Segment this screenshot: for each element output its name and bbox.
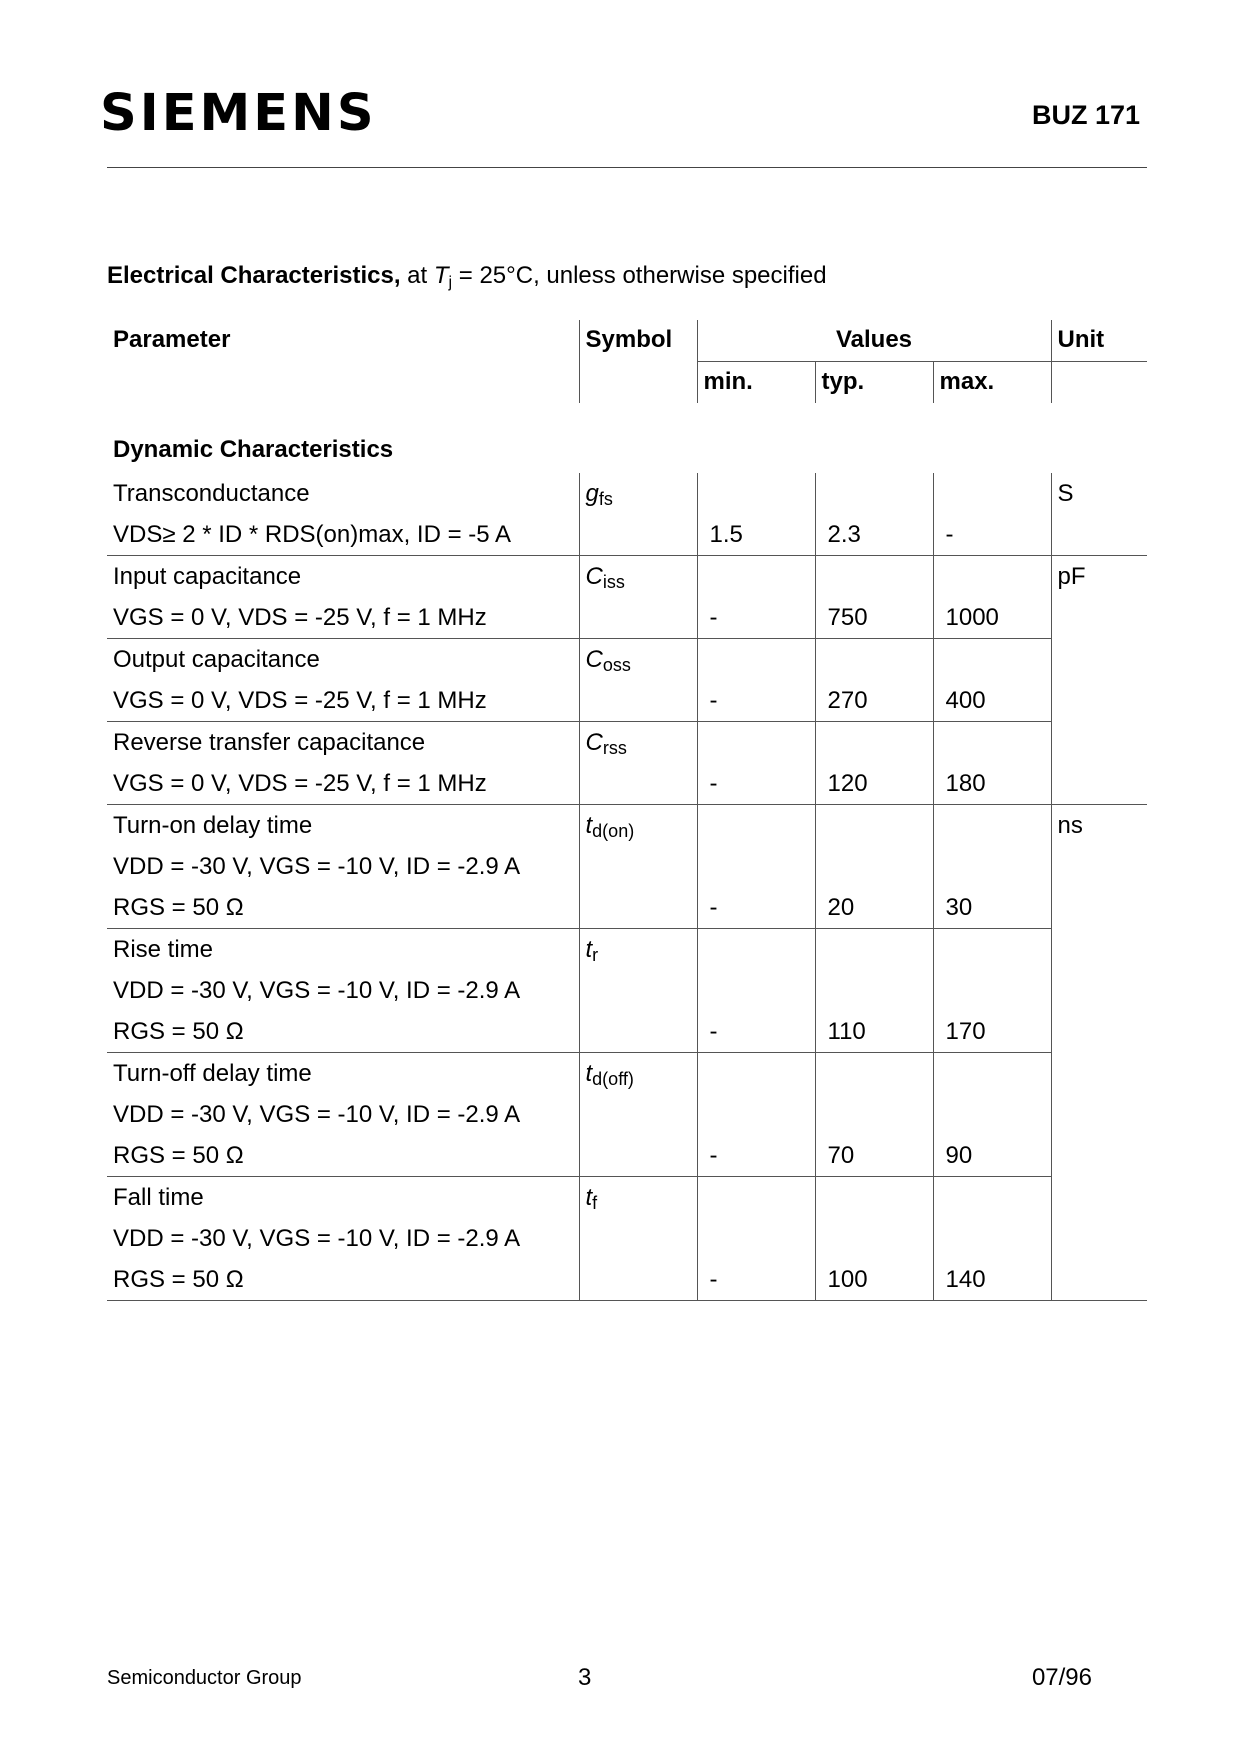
- header-unit: Unit: [1051, 320, 1147, 362]
- footer-date: 07/96: [1031, 1664, 1092, 1691]
- table-row: [107, 970, 1147, 1011]
- condition-text: RGS = 50 Ω: [113, 1266, 244, 1293]
- parameter-condition: [107, 680, 579, 722]
- heading-var: T: [433, 262, 449, 289]
- condition-text: RGS = 50 Ω: [113, 1142, 244, 1169]
- table-row: [107, 556, 1147, 598]
- value-typ: 270: [815, 680, 933, 722]
- value-min: -: [697, 1259, 815, 1301]
- parameter-symbol: [579, 1053, 697, 1095]
- value-max: 30: [933, 887, 1051, 929]
- parameter-condition-2: [107, 1135, 579, 1177]
- parameter-symbol: [579, 473, 697, 514]
- condition-text: VGS = 0 V, VDS = -25 V, f = 1 MHz: [113, 604, 487, 631]
- table-body: [107, 473, 1147, 1301]
- parameter-condition: [107, 763, 579, 805]
- value-min: -: [697, 680, 815, 722]
- parameter-condition: [107, 846, 579, 887]
- header-min: min.: [697, 362, 815, 404]
- symbol-subscript: rss: [602, 738, 627, 758]
- section-heading: [107, 260, 827, 292]
- table-row: [107, 846, 1147, 887]
- value-max: 90: [933, 1135, 1051, 1177]
- parameter-condition-2: [107, 1011, 579, 1053]
- footer-page-number: 3: [578, 1664, 592, 1691]
- unit: S: [1051, 473, 1147, 556]
- symbol-letter: t: [585, 1184, 593, 1211]
- value-max: -: [933, 514, 1051, 556]
- symbol-letter: t: [585, 936, 593, 963]
- parameter-symbol: [579, 929, 697, 971]
- symbol-subscript: fs: [598, 489, 613, 509]
- condition-text: VDD = -30 V, VGS = -10 V, ID = -2.9 A: [113, 977, 521, 1004]
- condition-text: VDD = -30 V, VGS = -10 V, ID = -2.9 A: [113, 1101, 521, 1128]
- symbol-subscript: oss: [602, 655, 631, 675]
- condition-text: RGS = 50 Ω: [113, 1018, 244, 1045]
- value-min: -: [697, 597, 815, 639]
- value-min: -: [697, 763, 815, 805]
- header-parameter: Parameter: [113, 326, 231, 353]
- table-row: [107, 929, 1147, 971]
- table-row: [107, 1259, 1147, 1301]
- condition-text: VDS≥ 2 * ID * RDS(on)max, ID = -5 A: [113, 521, 511, 548]
- value-max: 1000: [933, 597, 1051, 639]
- parameter-symbol: [579, 722, 697, 764]
- header-values: Values: [697, 320, 1051, 362]
- characteristics-table: [107, 320, 1147, 1301]
- table-row: [107, 722, 1147, 764]
- symbol-subscript: iss: [602, 572, 625, 592]
- symbol-subscript: d(off): [592, 1069, 634, 1089]
- parameter-condition-2: [107, 887, 579, 929]
- header-symbol: Symbol: [579, 320, 697, 362]
- table-row: [107, 597, 1147, 639]
- condition-text: VGS = 0 V, VDS = -25 V, f = 1 MHz: [113, 687, 487, 714]
- footer-company: Semiconductor Group: [107, 1667, 302, 1689]
- parameter-name: Turn-off delay time: [113, 1060, 312, 1087]
- table-row: [107, 887, 1147, 929]
- parameter-name: Transconductance: [113, 480, 310, 507]
- condition-text: RGS = 50 Ω: [113, 894, 244, 921]
- condition-text: VDD = -30 V, VGS = -10 V, ID = -2.9 A: [113, 1225, 521, 1252]
- table-row: [107, 1011, 1147, 1053]
- parameter-name: Input capacitance: [113, 563, 302, 590]
- table-row: [107, 1218, 1147, 1259]
- parameter-condition-2: [107, 1259, 579, 1301]
- parameter-condition: [107, 970, 579, 1011]
- value-max: 180: [933, 763, 1051, 805]
- parameter-symbol: [579, 1177, 697, 1219]
- symbol-letter: C: [585, 729, 603, 756]
- condition-text: VDD = -30 V, VGS = -10 V, ID = -2.9 A: [113, 853, 521, 880]
- value-max: 140: [933, 1259, 1051, 1301]
- value-max: 400: [933, 680, 1051, 722]
- symbol-letter: C: [585, 563, 603, 590]
- part-number: BUZ 171: [1031, 100, 1140, 130]
- table-row: [107, 680, 1147, 722]
- value-typ: 20: [815, 887, 933, 929]
- symbol-subscript: f: [592, 1193, 598, 1213]
- symbol-letter: g: [585, 480, 599, 507]
- table-row: [107, 639, 1147, 681]
- parameter-condition: [107, 1218, 579, 1259]
- parameter-symbol: [579, 639, 697, 681]
- condition-text: VGS = 0 V, VDS = -25 V, f = 1 MHz: [113, 770, 487, 797]
- table-row: [107, 805, 1147, 847]
- value-max: 170: [933, 1011, 1051, 1053]
- value-typ: 2.3: [815, 514, 933, 556]
- value-typ: 750: [815, 597, 933, 639]
- parameter-symbol: [579, 805, 697, 847]
- heading-at: at: [400, 262, 434, 289]
- table-row: [107, 514, 1147, 556]
- parameter-name: Fall time: [113, 1184, 204, 1211]
- parameter-name: Turn-on delay time: [113, 812, 313, 839]
- table-row: [107, 1177, 1147, 1219]
- value-typ: 110: [815, 1011, 933, 1053]
- heading-bold: Electrical Characteristics,: [107, 262, 401, 289]
- parameter-name: Reverse transfer capacitance: [113, 729, 426, 756]
- siemens-logo: SIEMENS: [100, 84, 377, 143]
- heading-var-sub: j: [448, 274, 453, 291]
- unit: pF: [1051, 556, 1147, 805]
- header-typ: typ.: [815, 362, 933, 404]
- header-divider: [107, 167, 1147, 168]
- section-title: Dynamic Characteristics: [113, 436, 394, 463]
- table-row: [107, 1053, 1147, 1095]
- value-min: -: [697, 1011, 815, 1053]
- header-max: max.: [933, 362, 1051, 404]
- table-row: [107, 473, 1147, 514]
- symbol-letter: t: [585, 1060, 593, 1087]
- parameter-name: Rise time: [113, 936, 214, 963]
- value-typ: 120: [815, 763, 933, 805]
- value-min: -: [697, 887, 815, 929]
- symbol-subscript: d(on): [592, 821, 635, 841]
- value-typ: 100: [815, 1259, 933, 1301]
- value-min: 1.5: [697, 514, 815, 556]
- table-row: [107, 1094, 1147, 1135]
- parameter-name: Output capacitance: [113, 646, 320, 673]
- value-min: -: [697, 1135, 815, 1177]
- parameter-condition: [107, 514, 579, 556]
- parameter-condition: [107, 597, 579, 639]
- value-typ: 70: [815, 1135, 933, 1177]
- symbol-subscript: r: [592, 945, 599, 965]
- parameter-symbol: [579, 556, 697, 598]
- symbol-letter: t: [585, 812, 593, 839]
- heading-rest: = 25°C, unless otherwise specified: [452, 262, 827, 289]
- table-row: [107, 1135, 1147, 1177]
- parameter-condition: [107, 1094, 579, 1135]
- unit: ns: [1051, 805, 1147, 1301]
- symbol-letter: C: [585, 646, 603, 673]
- table-row: [107, 763, 1147, 805]
